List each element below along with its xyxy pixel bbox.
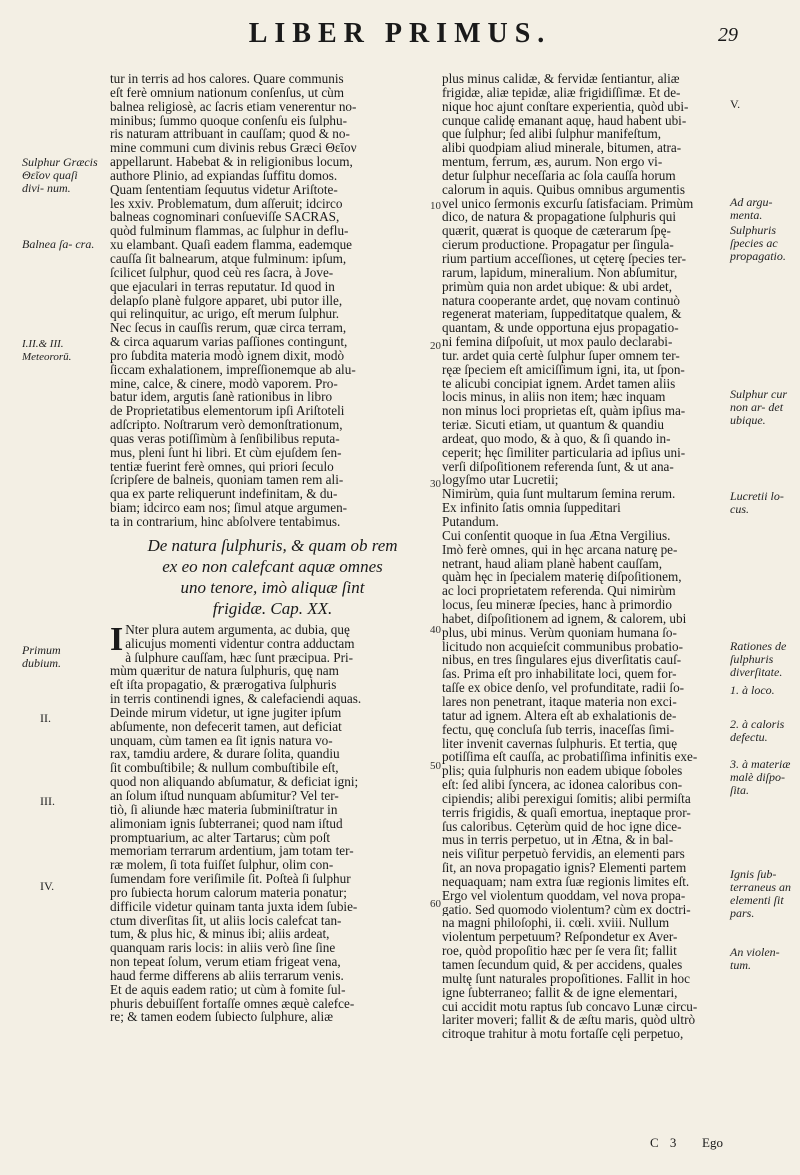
- text-line: tum, & plus hic, & minus ibi; aliis ardeat,: [110, 927, 330, 942]
- text-line: phuris debuiſſent fortaſſe omnes æquè calefce-: [110, 996, 355, 1011]
- text-line: non minus loci proprietas eſt, quàm ipſius ma-: [442, 404, 686, 419]
- text-line: roe, quòd propoſitio hæc per ſe vera ſit; fallit: [442, 944, 677, 958]
- text-line: abſumente, non defecerit tamen, aut deficiat: [110, 719, 342, 734]
- text-line: Cui conſentit quoque in ſua Ætna Vergilius.: [442, 528, 671, 543]
- text-line: ni femina diſpoſuit, ut mox paulo declarabi-: [442, 335, 673, 349]
- text-line: appellarunt. Habebat & in religionibus locum,: [110, 155, 353, 169]
- text-line: mus, pleni ſunt hi libri. Et cùm ejuſdem ſen-: [110, 445, 342, 460]
- text-line: calorum in aquis. Quibus omnibus argumentis: [442, 182, 685, 197]
- line-number: 30: [430, 478, 441, 490]
- text-line: Putandum.: [442, 515, 499, 529]
- text-line: eſt: ſed alibi ſyncera, ac idonea caloribus con-: [442, 778, 683, 792]
- text-line: ſcripſere de balneis, quoniam tamen rem ali-: [110, 473, 344, 488]
- text-line: Quam ſententiam ſequutus videtur Ariſtote-: [110, 182, 338, 197]
- text-line: multę ſunt naturales propoſitiones. Fallit in hoc: [442, 971, 690, 986]
- chapter-heading-line: uno tenore, imò aliquæ ſint: [180, 577, 365, 597]
- chapter-heading-line: frigidæ. Cap. XX.: [212, 598, 333, 618]
- text-line: pro ſubiecta horum calorum materia ponatur;: [110, 885, 347, 900]
- chapter-body-lines: [110, 664, 435, 1024]
- text-line: nique hoc ajunt conſtare experientia, quòd ubi-: [442, 99, 689, 114]
- text-line: eſt iſta propagatio, & prærogativa ſulphuris: [110, 678, 337, 693]
- text-line: qui relinquitur, ac urigo, eſt merum ſulphur.: [110, 307, 340, 322]
- text-line: mùm quæritur de natura ſulphuris, quę nam: [110, 664, 339, 679]
- text-line: non tepeat ſolum, verum etiam frigeat vena,: [110, 955, 341, 969]
- text-line: balnea religiosè, ac ſacris etiam venerentur no-: [110, 99, 357, 114]
- text-line: in terris continendi ignes, & calefaciendi aquas.: [110, 692, 362, 706]
- text-line: unquam, cùm tamen ea ſit ignis natura vo-: [110, 733, 333, 748]
- text-line: potiſſima eſt cauſſa, ac probatiſſima infinitis exe-: [442, 750, 698, 765]
- text-line: eſt ferè omnium nationum conſenſus, ut cùm: [110, 85, 345, 100]
- margin-note-primum-dubium: Primum dubium.: [22, 643, 61, 670]
- text-line: verſi diſpoſitionem referenda ſunt, & ut ana-: [442, 459, 674, 474]
- text-line: cui accidit motu raptus ſub concavo Lunæ circu-: [442, 999, 698, 1014]
- text-line: mentum, ferrum, æs, aurum. Non ergo vi-: [442, 155, 663, 169]
- text-line: vel unico ſermonis excurſu ſatisfaciam. Primùm: [442, 196, 694, 211]
- text-line: memoriam terrarum ardentium, jam totam ter-: [110, 844, 354, 859]
- left-column-top-text: [110, 72, 435, 529]
- text-line: Ex infinito ſatis omnia ſuppeditari: [442, 501, 621, 515]
- text-line: ctum diverſitas ſit, ut aliis locis calefcat tan-: [110, 913, 342, 928]
- text-line: pro ſubdita materia modò ignem dixit, modò: [110, 348, 345, 363]
- margin-note-ignis: Ignis ſub- terraneus an elementi ſit pars.: [730, 867, 791, 920]
- margin-note-sulphur: Sulphur Græcis Θεῖον quaſi divi- num.: [22, 155, 98, 195]
- text-line: citroque trahitur à motu fortaſſe cęli perpetuo,: [442, 1027, 684, 1042]
- margin-note-balnea: Balnea ſa- cra.: [22, 237, 95, 251]
- text-line: lariter moveri; fallit & de æſtu maris, quòd ultrò: [442, 1013, 696, 1028]
- text-line: à ſulphure cauſſam, hæc ſunt præcipua. Pri-: [125, 650, 354, 665]
- text-line: teriæ. Sicuti etiam, ut quantum & quandiu: [442, 418, 664, 432]
- margin-note-ii: II.: [40, 711, 51, 725]
- text-line: cierum productione. Propagatur per ſingula-: [442, 238, 674, 252]
- text-line: authore Plinio, ad expiandas ſuffitu domos.: [110, 168, 338, 183]
- text-line: an ſolum iſtud nunquam abſumitur? Vel ter-: [110, 788, 339, 803]
- text-line: adſcripto. Noſtrarum verò demonſtrationum,: [110, 418, 343, 432]
- text-line: natura cooperante ardet, quę novam continuò: [442, 293, 681, 308]
- text-line: detur ſulphur neceſſaria ac ſola cauſſa horum: [442, 168, 676, 183]
- text-line: quas veras potiſſimùm à ſenſibilibus reputa-: [110, 431, 340, 446]
- text-line: qua ex parte reliquerunt indefinitam, & du-: [110, 487, 338, 502]
- text-line: alicujus momenti videntur contra adductam: [125, 636, 355, 651]
- text-line: Imò ferè omnes, qui in hęc arcana naturę pe-: [442, 542, 678, 557]
- text-line: gatio. Sed quomodo violentum? cùm ex doctri-: [442, 902, 691, 917]
- text-line: neis viſitur perpetuò fervidis, an elementi pars: [442, 847, 685, 862]
- text-line: lares non penetrant, itaque materia non exci-: [442, 694, 677, 709]
- margin-note-a-caloris: 2. à caloris defectu.: [730, 717, 785, 744]
- text-line: alibi quodpiam aliud minerale, bitumen, atra-: [442, 141, 682, 156]
- text-line: taſſe ex obice denſo, vel profunditate, radii ſo-: [442, 681, 685, 695]
- text-line: cunque calidę emanant aquę, haud habent ubi-: [442, 113, 687, 128]
- margin-note-v: V.: [730, 97, 741, 111]
- text-line: locus, ſeu mineræ ſpecies, hanc à primordio: [442, 598, 672, 612]
- text-line: tur. ardet quia certè ſulphur ſuper omnem ter-: [442, 348, 680, 363]
- text-line: ceperit; hęc ſimiliter particularia ad ipſius uni-: [442, 445, 686, 460]
- line-number: 10: [430, 200, 441, 212]
- text-line: Et de aquis eadem ratio; ut cùm à fomite ſul-: [110, 982, 346, 997]
- text-line: cauſſa ſit balnearum, atque fulminum: ipſum,: [110, 251, 347, 266]
- text-line: plis; quia ſulphuris non eadem ubique ſoboles: [442, 764, 683, 779]
- margin-note-violentum: An violen- tum.: [730, 945, 780, 972]
- text-line: rarum, lapidum, mineralium. Non abſumitur,: [442, 265, 678, 280]
- text-line: habet, diſpoſitionem ad ignem, & calorem, ubi: [442, 611, 687, 626]
- text-line: haud ferme differens ab aliis terrarum venis.: [110, 968, 344, 983]
- left-column: [110, 72, 435, 1024]
- text-line: tur in terris ad hos calores. Quare communis: [110, 72, 344, 86]
- text-line: Ergo vel violentum quoddam, vel nova propa-: [442, 888, 686, 903]
- margin-note-a-loco: 1. à loco.: [730, 683, 775, 697]
- margin-note-sulphur-cur: Sulphur cur non ar- det ubique.: [730, 387, 787, 427]
- text-line: mus in terris perpetuo, ut in Ætna, & in bal-: [442, 833, 674, 848]
- text-line: igne ſubterraneo; fallit & de igne elementari,: [442, 985, 678, 1000]
- text-line: Nter plura autem argumenta, ac dubia, quę: [125, 622, 350, 637]
- text-line: dico, de natura & propagatione ſulphuris qui: [442, 210, 677, 225]
- line-number: 50: [430, 760, 441, 772]
- text-line: alimoniam ignis ſubterranei; quod nam iſtud: [110, 816, 343, 831]
- chapter-heading-line: ex eo non calefcant aquæ omnes: [162, 556, 383, 576]
- text-line: minibus; ſummo quoque conſenſu eis ſulphu-: [110, 113, 347, 128]
- text-line: de Proprietatibus elementorum ipſi Ariſtoteli: [110, 404, 345, 419]
- text-line: primùm quia non ardet ubique: & ubi ardet,: [442, 279, 672, 294]
- margin-note-iii: III.: [40, 794, 55, 808]
- text-line: fectu, quę concluſa ſub terris, inaceſſas ſimi-: [442, 722, 675, 737]
- text-line: Deinde mirum videtur, ut igne jugiter ipſum: [110, 705, 342, 720]
- text-line: plus, ubi minus. Verùm quoniam humana ſo-: [442, 625, 677, 640]
- text-line: frigidæ, aliæ tepidæ, aliæ frigidiſſimæ. Et de-: [442, 85, 681, 100]
- margin-note-a-materia: 3. à materiæ malè diſpo- ſita.: [730, 757, 791, 797]
- text-line: regenerat materiam, ſuppeditatque qualem, &: [442, 307, 682, 322]
- text-line: terris frigidis, & quaſi emortua, ineptaque pror-: [442, 805, 691, 820]
- margin-note-sulphuris-species: Sulphuris ſpecies ac propagatio.: [730, 223, 786, 263]
- text-line: nequaquam; nam extra ſuæ regionis limites eſt.: [442, 874, 690, 889]
- chapter-heading-line: De natura ſulphuris, & quam ob rem: [147, 535, 398, 555]
- text-line: quærit, quærat is quoque de cæterarum ſpę-: [442, 224, 671, 239]
- text-line: na magni philoſophi, ii. cœli. xviii. Nullum: [442, 916, 670, 931]
- chapter-heading: [110, 535, 435, 619]
- text-line: ac loci proprietatem referenda. Qui nimirùm: [442, 584, 676, 599]
- text-line: tatur ad ignem. Altera eſt ab exhalationis de-: [442, 708, 677, 723]
- text-line: biam; idcirco eam nos; ſimul atque argumen-: [110, 501, 348, 515]
- right-column: [442, 72, 724, 1041]
- line-number: 20: [430, 340, 441, 352]
- margin-note-argumenta: Ad argu- menta.: [730, 195, 773, 222]
- text-line: batur idem, argutis ſanè rationibus in libro: [110, 390, 333, 405]
- text-line: quòd fulminum flammas, ac ſulphur in deflu-: [110, 224, 349, 239]
- text-line: les xxiv. Problematum, dum aſſeruit; idcirco: [110, 196, 343, 211]
- running-title: LIBER PRIMUS.: [248, 18, 552, 49]
- text-line: ſas. Prima eſt pro inhabilitate loci, quem for-: [442, 667, 677, 682]
- text-line: xu elambant. Quaſi eadem flamma, eademque: [110, 238, 353, 252]
- text-line: logyſmo utar Lucretii;: [442, 473, 559, 488]
- text-line: licitudo non acquieſcit communibus probatio-: [442, 639, 683, 654]
- margin-note-rationes: Rationes de ſulphuris diverſitate.: [730, 639, 787, 679]
- text-line: plus minus calidæ, & fervidæ ſentiantur, aliæ: [442, 72, 680, 86]
- chapter-first-lines: [110, 620, 435, 665]
- text-line: rium partium acceſſiones, ut cęterę ſpecies ter-: [442, 251, 686, 266]
- text-line: ſcilicet ſulphur, quod ceù res ſacra, à Jove-: [110, 265, 334, 280]
- text-line: mine communi cum divinis rebus Græci Θεῖον: [110, 141, 357, 156]
- text-line: te alicubi concipiat ignem. Ardet tamen aliis: [442, 376, 676, 391]
- text-line: tentiæ fuerint ferè omnes, qui priori ſeculo: [110, 459, 334, 474]
- margin-note-iv: IV.: [40, 879, 55, 893]
- text-line: cipiendis; alibi perexigui ſomitis; alibi permiſta: [442, 791, 691, 806]
- text-line: re; & tamen eodem ſubiecto ſulphure, aliæ: [110, 1010, 334, 1025]
- text-line: rax, tamdiu ardere, & durare ſolita, quandiu: [110, 747, 340, 762]
- text-line: ris naturam attribuant in cauſſam; quod & no-: [110, 127, 350, 142]
- text-line: violentum perpetuum? Reſpondetur ex Aver-: [442, 930, 678, 945]
- text-line: ſumendam fore veriſimile ſit. Poſteà ſi ſulphur: [110, 872, 351, 886]
- line-number: 40: [430, 624, 441, 636]
- text-line: ſit, an nova propagatio ignis? Elementi partem: [442, 861, 687, 875]
- text-line: que ejaculari in terras reputatur. Id quod in: [110, 279, 335, 294]
- catchword: Ego: [702, 1135, 723, 1150]
- text-line: tiò, ſi aliunde hæc materia ſubminiſtratur in: [110, 802, 338, 817]
- text-line: ręæ ſpeciem eſt amiciſſimum igni, ita, ut ſpon-: [442, 362, 685, 377]
- drop-cap: I: [110, 620, 124, 658]
- text-line: Nimirùm, quia ſunt multarum ſemina rerum.: [442, 487, 676, 502]
- text-line: difficile videtur quinam tanta juxta idem ſubie-: [110, 899, 358, 914]
- text-line: netrant, haud aliam planè habent cauſſam,: [442, 556, 663, 571]
- text-line: promptuarium, ac alter Tartarus; cùm poſt: [110, 830, 331, 845]
- margin-note-meteororum: I.II.& III. Meteororū.: [22, 338, 72, 363]
- text-line: & circa aquarum varias paſſiones contingunt,: [110, 335, 348, 349]
- text-line: quod non aliquando abſumatur, & deficiat igni;: [110, 775, 359, 789]
- text-line: quàm hęc in ſpecialem materię diſpoſitionem,: [442, 570, 682, 585]
- chapter-body: [110, 620, 435, 1025]
- text-line: liter invenit cavernas ſulphuris. Et tertia, quę: [442, 736, 678, 751]
- text-line: ſus caloribus. Cęterùm quid de hoc igne dice-: [442, 819, 682, 834]
- text-line: delapſo planè fulgore apparet, ubi putor ille,: [110, 293, 343, 308]
- text-line: quantam, & unde opportuna ejus propagatio-: [442, 321, 679, 336]
- text-line: que ſulphur; ſed alibi ſulphur manifeſtum,: [442, 127, 662, 142]
- text-line: locis minus, in aliis non item; hæc inquam: [442, 390, 666, 405]
- text-line: Nec ſecus in cauſſis rerum, quæ circa terram,: [110, 321, 347, 336]
- text-line: ræ molem, ſi tota fuiſſet ſulphur, olim con-: [110, 858, 334, 873]
- text-line: ſit combuſtibile; & nullum combuſtibile eſt,: [110, 761, 339, 776]
- text-line: ta in contrarium, hinc abſolvere tentabimus.: [110, 515, 341, 529]
- margin-note-lucretii: Lucretii lo- cus.: [730, 489, 784, 516]
- text-line: mine, calce, & cinere, modò vaporem. Pro-: [110, 376, 338, 391]
- text-line: tamen ſecundum quid, & per accidens, quales: [442, 958, 683, 972]
- text-line: balneas cognominari conſueviſſe SACRAS,: [110, 210, 340, 225]
- text-line: ardeat, quo modo, & à quo, & ſi quando in-: [442, 431, 671, 446]
- text-line: quanquam raris locis: in aliis verò ſine ſine: [110, 941, 336, 956]
- page-header: [0, 18, 800, 58]
- line-number: 60: [430, 898, 441, 910]
- text-line: ſiccam exhalationem, impreſſionemque ab alu-: [110, 362, 356, 377]
- text-line: nibus, en tres ſingulares ejus diverſitatis cauſ-: [442, 653, 682, 668]
- signature-mark: C 3: [650, 1135, 681, 1150]
- page-number: 29: [718, 24, 738, 46]
